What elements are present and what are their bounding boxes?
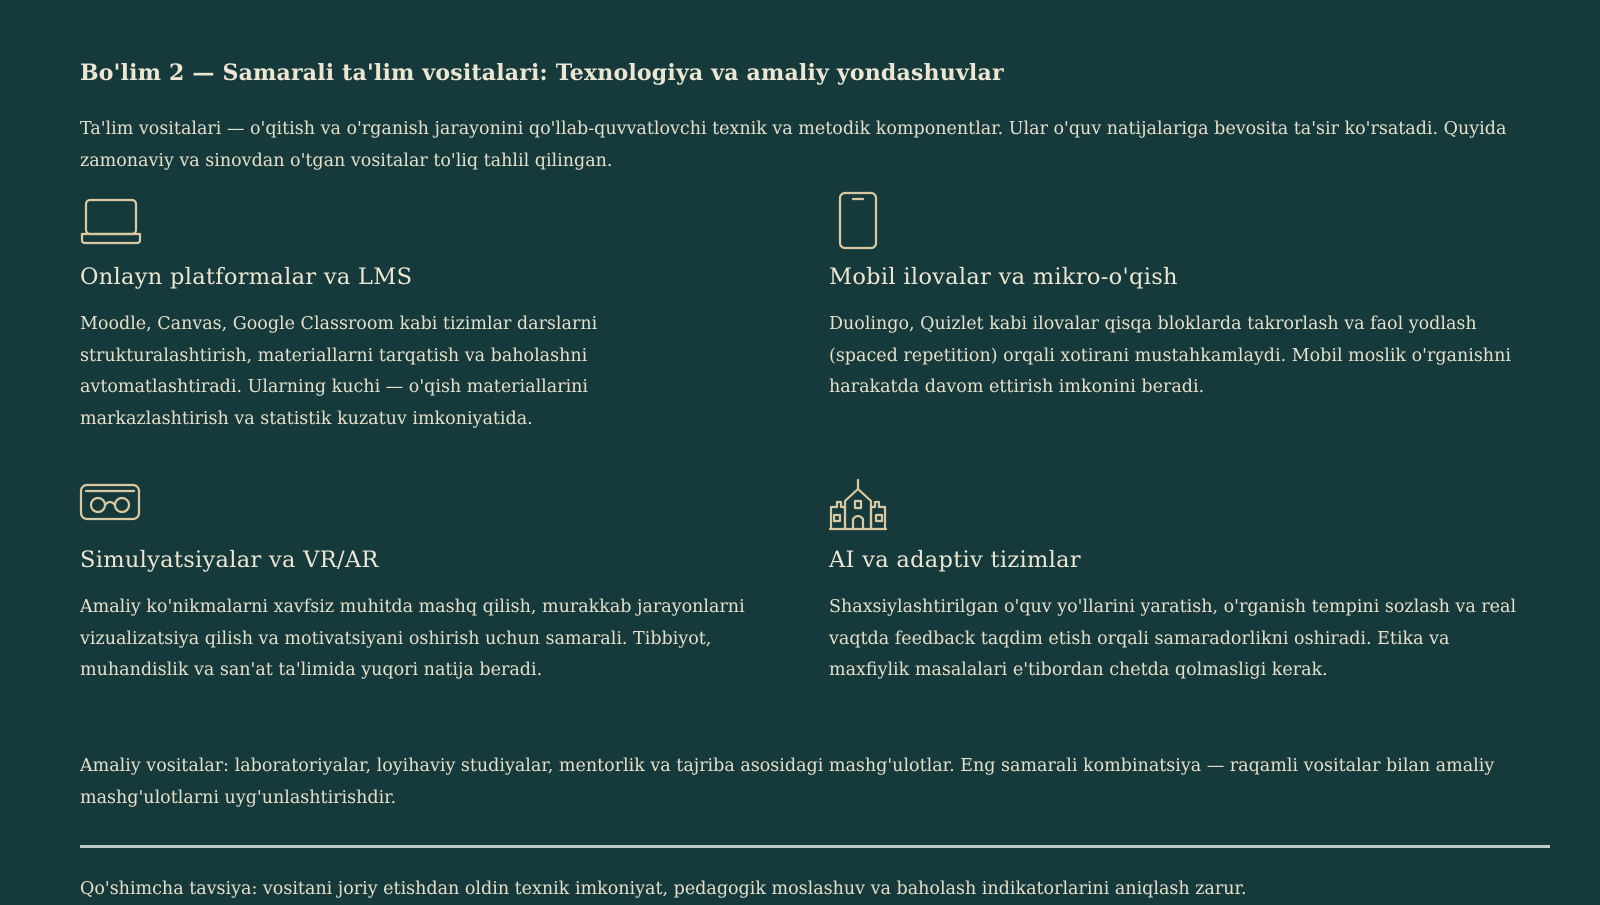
card-title: Simulyatsiyalar va VR/AR: [80, 547, 379, 573]
section-title: Bo'lim 2 — Samarali ta'lim vositalari: Texnologiya va amaliy yondashuvlar: [80, 60, 1004, 87]
section-intro: Ta'lim vositalari — o'qitish va o'rganish jarayonini qo'llab-quvvatlovchi texnik va metodik komponentlar. Ular o'quv natijalariga bevosita ta'sir ko'rsatadi. Quyida zamonaviy va sinovdan o'tgan vositalar to'liq tahlil qilingan.: [80, 119, 1507, 171]
card-title: AI va adaptiv tizimlar: [829, 547, 1081, 573]
castle-icon: [829, 479, 891, 531]
section-page: [80, 0, 1550, 899]
practical-tools-text: Amaliy vositalar: laboratoriyalar, loyihaviy studiyalar, mentorlik va tajriba asosidagi mashg'ulotlar. Eng samarali kombinatsiya — raqamli vositalar bilan amaliy mashg'ulotlarni uyg'unlashtirishdir.: [80, 756, 1495, 808]
divider: [80, 845, 1550, 848]
card-description: Moodle, Canvas, Google Classroom kabi tizimlar darslarni strukturalashtirish, materiallarni tarqatish va baholashni avtomatlashtiradi. Ularning kuchi — o'qish materiallarini markazlashtirish va statistik kuzatuv imkoniyatida.: [80, 314, 598, 429]
card-title: Onlayn platformalar va LMS: [80, 264, 413, 290]
laptop-icon: [80, 196, 142, 248]
card-description: Shaxsiylashtirilgan o'quv yo'llarini yaratish, o'rganish tempini sozlash va real vaqtda feedback taqdim etish orqali samaradorlikni oshiradi. Etika va maxfiylik masalalari e'tibordan chetda qolmasligi kerak.: [829, 597, 1517, 680]
card-description: Amaliy ko'nikmalarni xavfsiz muhitda mashq qilish, murakkab jarayonlarni vizualizatsiya qilish va motivatsiyani oshirish uchun samarali. Tibbiyot, muhandislik va san'at ta'limida yuqori natija beradi.: [80, 597, 745, 680]
card-title: Mobil ilovalar va mikro-o'qish: [829, 264, 1178, 290]
card-description: Duolingo, Quizlet kabi ilovalar qisqa bloklarda takrorlash va faol yodlash (spaced repetition) orqali xotirani mustahkamlaydi. Mobil moslik o'rganishni harakatda davom ettirish imkonini beradi.: [829, 314, 1511, 397]
vr-headset-icon: [80, 479, 142, 531]
footnote-recommendation: Qo'shimcha tavsiya: vositani joriy etishdan oldin texnik imkoniyat, pedagogik moslashuv va baholash indikatorlarini aniqlash zarur.: [80, 879, 1247, 899]
smartphone-icon: [829, 196, 891, 248]
